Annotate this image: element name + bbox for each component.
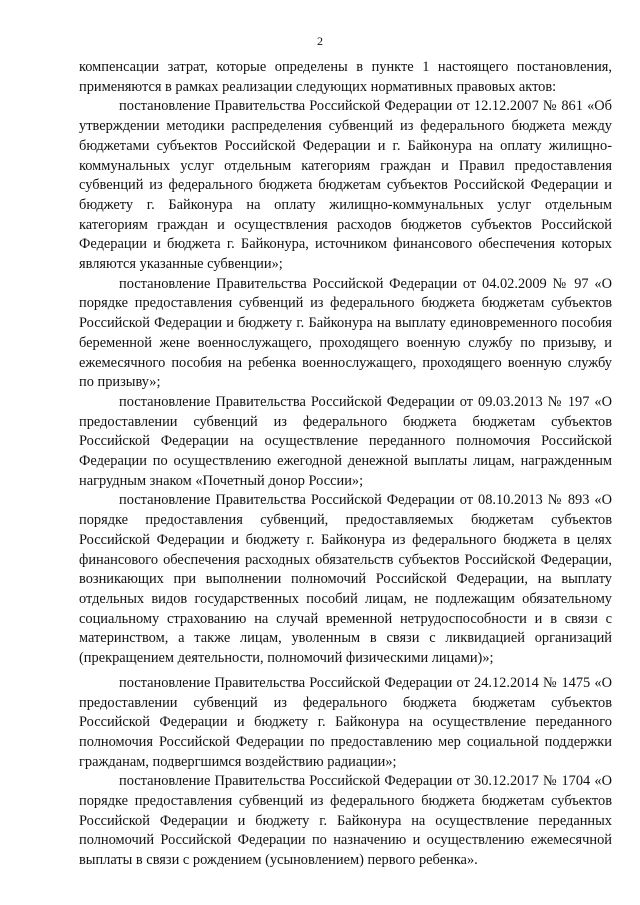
act-paragraph-97: постановление Правительства Российской Федерации от 04.02.2009 № 97 «О порядке предоставления субвенций из федерального бюджета бюджетам субъектов Российской Федерации и бюджету г. Байконура на выплату единовременного пособия беременной жене военнослужащего, проходящего военную службу по призыву, и ежемесячного пособия на ребенка военнослужащего, проходящего военную службу по призыву»; xyxy=(79,275,612,391)
act-paragraph-197: постановление Правительства Российской Федерации от 09.03.2013 № 197 «О предоставлении субвенций из федерального бюджета бюджетам субъектов Российской Федерации на осуществление переданного полномочия Российской Федерации по осуществлению ежегодной денежной выплаты лицам, награжденным нагрудным знаком «Почетный донор России»; xyxy=(79,393,612,489)
page-number: 2 xyxy=(317,34,323,48)
act-paragraph-893: постановление Правительства Российской Федерации от 08.10.2013 № 893 «О порядке предоставления субвенций, предоставляемых бюджетам субъектов Российской Федерации и бюджету г. Байконура из федерального бюджета в целях финансового обеспечения расходных обязательств субъектов Российской Федерации, возникающих при выполнении полномочий Российской Федерации, на выплату отдельных видов государственных пособий лицам, не подлежащим обязательному социальному страхованию на случай временной нетрудоспособности и в связи с материнством, а также лицам, уволенным в связи с ликвидацией организаций (прекращением деятельности, полномочий физическими лицами)»; xyxy=(79,492,612,667)
act-paragraph-1475: постановление Правительства Российской Федерации от 24.12.2014 № 1475 «О предоставлении субвенций из федерального бюджета бюджетам субъектов Российской Федерации и бюджету г. Байконура на осуществление переданного полномочия Российской Федерации по предоставлению мер социальной поддержки гражданам, подвергшимся воздействию радиации»; xyxy=(79,674,612,770)
act-paragraph-861: постановление Правительства Российской Федерации от 12.12.2007 № 861 «Об утверждении методики распределения субвенций из федерального бюджета между бюджетами субъектов Российской Федерации и г. Байконура на оплату жилищно-коммунальных услуг отдельным категориям граждан и Правил предоставления субвенций из федерального бюджета бюджетам субъектов Российской Федерации и бюджету г. Байконура на оплату жилищно-коммунальных услуг отдельным категориям граждан и осуществления расходов бюджетов субъектов Российской Федерации и бюджета г. Байконура, источником финансового обеспечения которых являются указанные субвенции»; xyxy=(79,98,612,273)
act-paragraph-1704: постановление Правительства Российской Федерации от 30.12.2017 № 1704 «О порядке предоставления субвенций из федерального бюджета бюджетам субъектов Российской Федерации и бюджету г. Байконура на осуществление переданных полномочий Российской Федерации по назначению и осуществлению ежемесячной выплаты в связи с рождением (усыновлением) первого ребенка». xyxy=(79,773,612,869)
intro-paragraph: компенсации затрат, которые определены в пункте 1 настоящего постановления, применяются в рамках реализации следующих нормативных правовых актов: xyxy=(79,59,612,95)
document-body xyxy=(79,58,612,871)
